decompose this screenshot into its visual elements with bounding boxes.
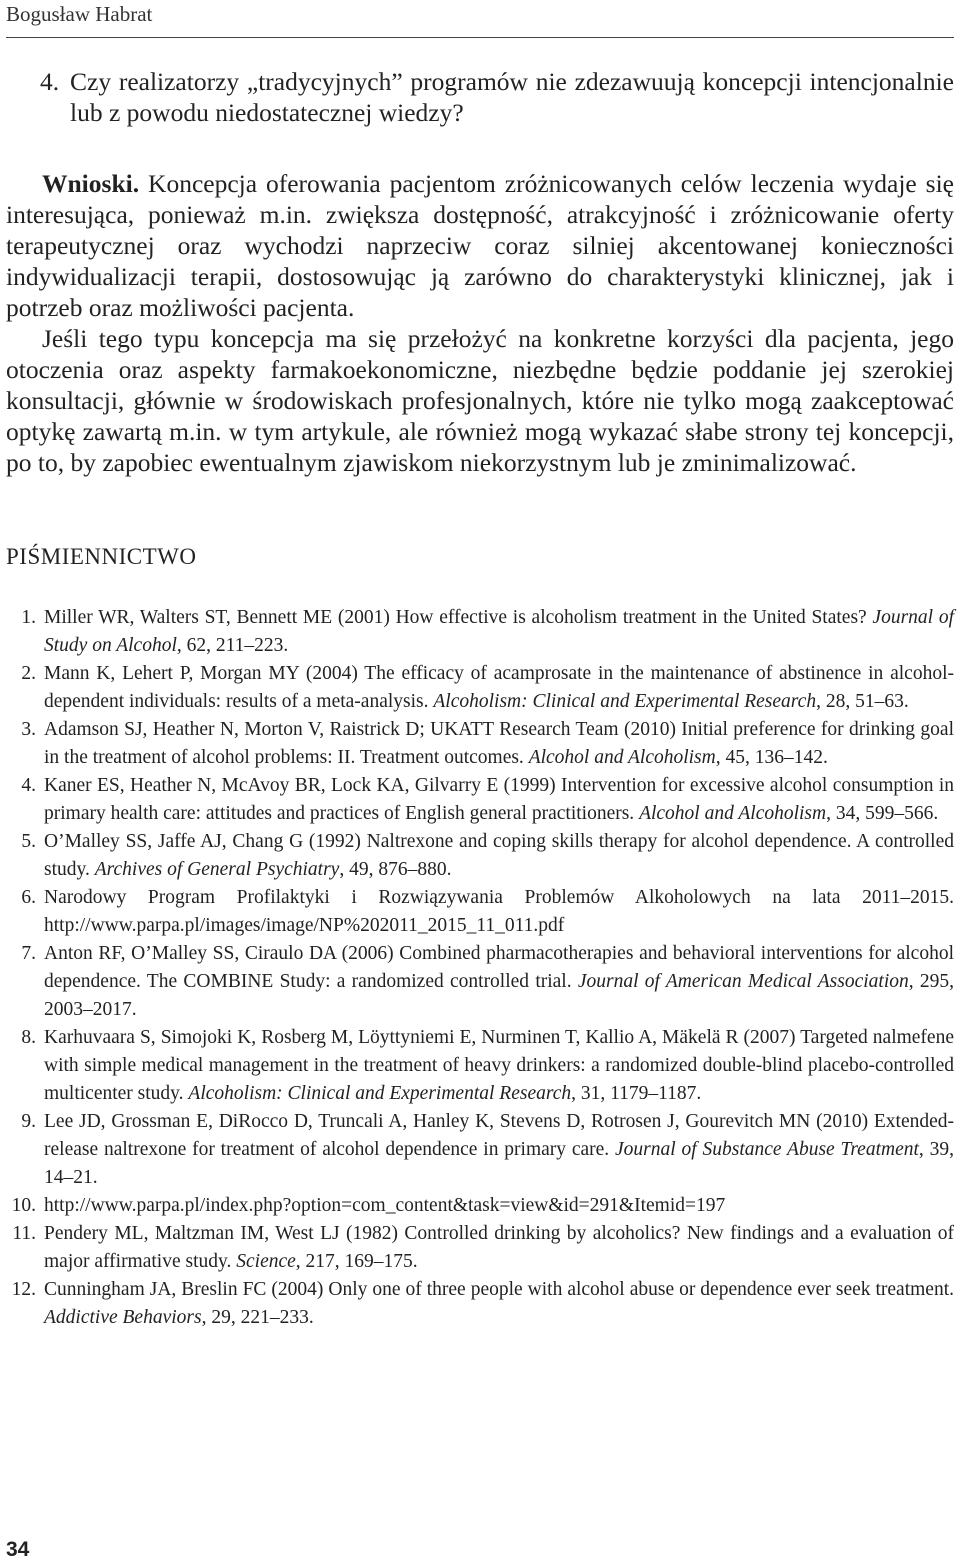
reference-item	[6, 828, 954, 884]
references-list	[6, 604, 954, 1332]
reference-text	[44, 1220, 954, 1276]
reference-volume-pages: , 34, 599–566.	[826, 803, 939, 824]
reference-volume-pages: , 39, 14–21.	[44, 1139, 955, 1188]
reference-item	[6, 1220, 954, 1276]
reference-number: 5.	[21, 831, 36, 852]
reference-number: 10.	[11, 1195, 36, 1216]
header-rule	[6, 37, 954, 38]
reference-volume-pages: , 31, 1179–1187.	[571, 1083, 702, 1104]
reference-item	[6, 1276, 954, 1332]
reference-item	[6, 604, 954, 660]
reference-volume-pages: , 62, 211–223.	[176, 635, 289, 656]
reference-item	[6, 1192, 954, 1220]
reference-citation: Cunningham JA, Breslin FC (2004) Only one of three people with alcohol abuse or dependence ever seek treatment.	[44, 1279, 954, 1300]
main-content	[6, 66, 954, 1332]
reference-item	[6, 1108, 954, 1192]
reference-text	[44, 604, 954, 660]
reference-volume-pages: , 217, 169–175.	[295, 1251, 418, 1272]
reference-text	[44, 884, 954, 940]
reference-volume-pages: , 29, 221–233.	[201, 1307, 314, 1328]
reference-citation: Lee JD, Grossman E, DiRocco D, Truncali A, Hanley K, Stevens D, Rotrosen J, Gourevitch MN (2010) Extended-release naltrexone for treatment of alcohol dependence in primary care.	[44, 1111, 954, 1160]
reference-item	[6, 772, 954, 828]
question-item-4	[40, 66, 954, 128]
reference-citation: Adamson SJ, Heather N, Morton V, Raistrick D; UKATT Research Team (2010) Initial preference for drinking goal in the treatment of alcohol problems: II. Treatment outcomes.	[44, 719, 954, 768]
reference-citation: http://www.parpa.pl/index.php?option=com_content&task=view&id=291&Itemid=197	[44, 1195, 726, 1216]
reference-citation: Anton RF, O’Malley SS, Ciraulo DA (2006) Combined pharmacotherapies and behavioral interventions for alcohol dependence. The COMBINE Study: a randomized controlled trial.	[44, 943, 954, 992]
reference-number: 12.	[11, 1279, 36, 1300]
reference-journal: Alcohol and Alcoholism	[639, 803, 827, 824]
running-head-author: Bogusław Habrat	[6, 2, 153, 26]
question-text: Czy realizatorzy „tradycyjnych” programów nie zdezawuują koncepcji intencjonalnie lub z powodu niedostatecznej wiedzy?	[70, 67, 954, 127]
reference-number: 9.	[21, 1111, 36, 1132]
question-number: 4.	[40, 67, 60, 96]
reference-text	[44, 1024, 954, 1108]
reference-citation: Kaner ES, Heather N, McAvoy BR, Lock KA, Gilvarry E (1999) Intervention for excessive alcohol consumption in primary health care: attitudes and practices of English general practitioners.	[44, 775, 954, 824]
reference-item	[6, 1024, 954, 1108]
reference-text	[44, 1276, 954, 1332]
reference-item	[6, 716, 954, 772]
reference-journal: Alcoholism: Clinical and Experimental Research	[188, 1083, 572, 1104]
reference-number: 2.	[21, 663, 36, 684]
reference-number: 11.	[12, 1223, 36, 1244]
reference-item	[6, 940, 954, 1024]
reference-citation: Karhuvaara S, Simojoki K, Rosberg M, Löyttyniemi E, Nurminen T, Kallio A, Mäkelä R (2007) Targeted nalmefene with simple medical management in the treatment of heavy drinkers: a randomized double-blind placebo-controlled multicenter study.	[44, 1027, 954, 1104]
reference-citation: Pendery ML, Maltzman IM, West LJ (1982) Controlled drinking by alcoholics? New findings and a evaluation of major affirmative study.	[44, 1223, 954, 1272]
reference-journal: Addictive Behaviors	[44, 1307, 202, 1328]
reference-citation: Miller WR, Walters ST, Bennett ME (2001) How effective is alcoholism treatment in the United States?	[44, 607, 873, 628]
reference-journal: Journal of American Medical Association	[577, 971, 909, 992]
reference-citation: Mann K, Lehert P, Morgan MY (2004) The efficacy of acamprosate in the maintenance of abstinence in alcohol-dependent individuals: results of a meta-analysis.	[44, 663, 954, 712]
reference-citation: Narodowy Program Profilaktyki i Rozwiązywania Problemów Alkoholowych na lata 2011–2015. http://www.parpa.pl/images/image/NP%202011_2015_11_011.pdf	[44, 887, 954, 936]
reference-journal: Journal of Substance Abuse Treatment	[615, 1139, 919, 1160]
reference-number: 6.	[21, 887, 36, 908]
conclusions-paragraph-2: Jeśli tego typu koncepcja ma się przełożyć na konkretne korzyści dla pacjenta, jego otoczenia oraz aspekty farmakoekonomiczne, niezbędne będzie poddanie jej szerokiej konsultacji, głównie w środowiskach profesjonalnych, które nie tylko mogą zaakceptować optykę zawartą m.in. w tym artykule, ale również mogą wykazać słabe strony tej koncepcji, po to, by zapobiec ewentualnym zjawiskom niekorzystnym lub je zminimalizować.	[6, 324, 954, 477]
reference-volume-pages: , 45, 136–142.	[715, 747, 828, 768]
reference-volume-pages: , 28, 51–63.	[816, 691, 909, 712]
reference-item	[6, 660, 954, 716]
reference-volume-pages: , 295, 2003–2017.	[44, 971, 954, 1020]
reference-text	[44, 940, 954, 1024]
reference-journal: Science	[236, 1251, 296, 1272]
reference-journal: Alcoholism: Clinical and Experimental Research	[433, 691, 817, 712]
conclusions-lead: Wnioski.	[42, 169, 140, 198]
reference-number: 7.	[21, 943, 36, 964]
reference-number: 4.	[21, 775, 36, 796]
references-heading: PIŚMIENNICTWO	[6, 544, 197, 569]
reference-journal: Archives of General Psychiatry	[94, 859, 340, 880]
reference-text	[44, 828, 954, 884]
reference-text	[44, 1108, 954, 1192]
conclusions-paragraph	[6, 168, 954, 323]
reference-text	[44, 772, 954, 828]
reference-journal: Alcohol and Alcoholism	[528, 747, 716, 768]
reference-number: 3.	[21, 719, 36, 740]
reference-number: 1.	[21, 607, 36, 628]
reference-text	[44, 716, 954, 772]
reference-citation: O’Malley SS, Jaffe AJ, Chang G (1992) Naltrexone and coping skills therapy for alcohol dependence. A controlled study.	[44, 831, 954, 880]
page-number: 34	[6, 1538, 30, 1561]
reference-text	[44, 660, 954, 716]
reference-item	[6, 884, 954, 940]
reference-text	[44, 1192, 954, 1220]
reference-number: 8.	[21, 1027, 36, 1048]
conclusions-text-1: Koncepcja oferowania pacjentom zróżnicowanych celów leczenia wydaje się interesująca, ponieważ m.in. zwiększa dostępność, atrakcyjność i zróżnicowanie oferty terapeutycznej oraz wychodzi naprzeciw coraz silniej akcentowanej konieczności indywidualizacji terapii, dostosowując ją zarówno do charakterystyki klinicznej, jak i potrzeb oraz możliwości pacjenta.	[6, 169, 954, 322]
reference-journal: Journal of Study on Alcohol	[44, 607, 954, 656]
reference-volume-pages: , 49, 876–880.	[339, 859, 452, 880]
